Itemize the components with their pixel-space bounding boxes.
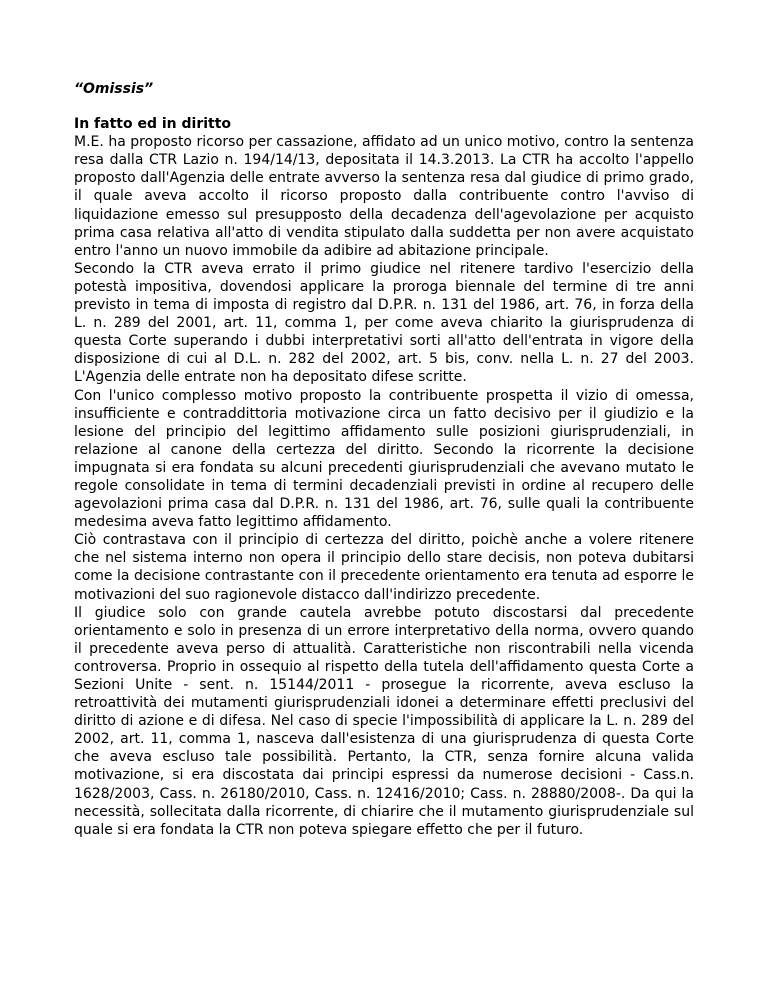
- paragraph-giudice-cautela: Il giudice solo con grande cautela avrebbe potuto discostarsi dal precedente orientamento e solo in presenza di un errore interpretativo della norma, ovvero quando il precedente aveva perso di attualità. Caratteristiche non riscontrabili nella vicenda controversa. Proprio in ossequio al rispetto della tutela dell'affidamento questa Corte a Sezioni Unite - sent. n. 15144/2011 - prosegue la ricorrente, aveva escluso la retroattività dei mutamenti giurisprudenziali idonei a determinare effetti preclusivi del diritto di azione e di difesa. Nel caso di specie l'impossibilità di applicare la L. n. 289 del 2002, art. 11, comma 1, nasceva dall'esistenza di una giurisprudenza di questa Corte che aveva escluso tale possibilità. Pertanto, la CTR, senza fornire alcuna valida motivazione, si era discostata dai principi espressi da numerose decisioni - Cass.n. 1628/2003, Cass. n. 26180/2010, Cass. n. 12416/2010; Cass. n. 28880/2008-. Da qui la necessità, sollecitata dalla ricorrente, di chiarire che il mutamento giurisprudenziale sul quale si era fondata la CTR non poteva spiegare effetto che per il futuro.: [74, 604, 694, 838]
- document-page: [74, 80, 694, 839]
- omissis-heading: “Omissis”: [74, 81, 154, 97]
- paragraph-motivo: Con l'unico complesso motivo proposto la contribuente prospetta il vizio di omessa, insufficiente e contraddittoria motivazione circa un fatto decisivo per il giudizio e la lesione del principio del legittimo affidamento sulle posizioni giurisprudenziali, in relazione al canone della certezza del diritto. Secondo la ricorrente la decisione impugnata si era fondata su alcuni precedenti giurisprudenziali che avevano mutato le regole consolidate in tema di termini decadenziali previsti in ordine al recupero delle agevolazioni prima casa dal D.P.R. n. 131 del 1986, art. 76, sulle quali la contribuente medesima aveva fatto legittimo affidamento.: [74, 387, 694, 531]
- paragraph-ctr-reasoning: Secondo la CTR aveva errato il primo giudice nel ritenere tardivo l'esercizio della potestà impositiva, dovendosi applicare la proroga biennale del termine di tre anni previsto in tema di imposta di registro dal D.P.R. n. 131 del 1986, art. 76, in forza della L. n. 289 del 2001, art. 11, comma 1, per come aveva chiarito la giurisprudenza di questa Corte superando i dubbi interpretativi sorti all'atto dell'entrata in vigore della disposizione di cui al D.L. n. 282 del 2002, art. 5 bis, conv. nella L. n. 27 del 2003. L'Agenzia delle entrate non ha depositato difese scritte.: [74, 260, 694, 386]
- section-title: In fatto ed in diritto: [74, 116, 232, 133]
- paragraph-certezza-diritto: Ciò contrastava con il principio di certezza del diritto, poichè anche a volere ritenere che nel sistema interno non opera il principio dello stare decisis, non poteva dubitarsi come la decisione contrastante con il precedente orientamento era tenuta ad esporre le motivazioni del suo ragionevole distacco dall'indirizzo precedente.: [74, 532, 694, 603]
- paragraph-ricorso: M.E. ha proposto ricorso per cassazione, affidato ad un unico motivo, contro la sentenza resa dalla CTR Lazio n. 194/14/13, depositata il 14.3.2013. La CTR ha accolto l'appello proposto dall'Agenzia delle entrate avverso la sentenza resa dal giudice di primo grado, il quale aveva accolto il ricorso proposto dalla contribuente contro l'avviso di liquidazione emesso sul presupposto della decadenza dell'agevolazione per acquisto prima casa relativa all'atto di vendita stipulato dalla suddetta per non avere acquistato entro l'anno un nuovo immobile da adibire ad abitazione principale.: [74, 134, 694, 259]
